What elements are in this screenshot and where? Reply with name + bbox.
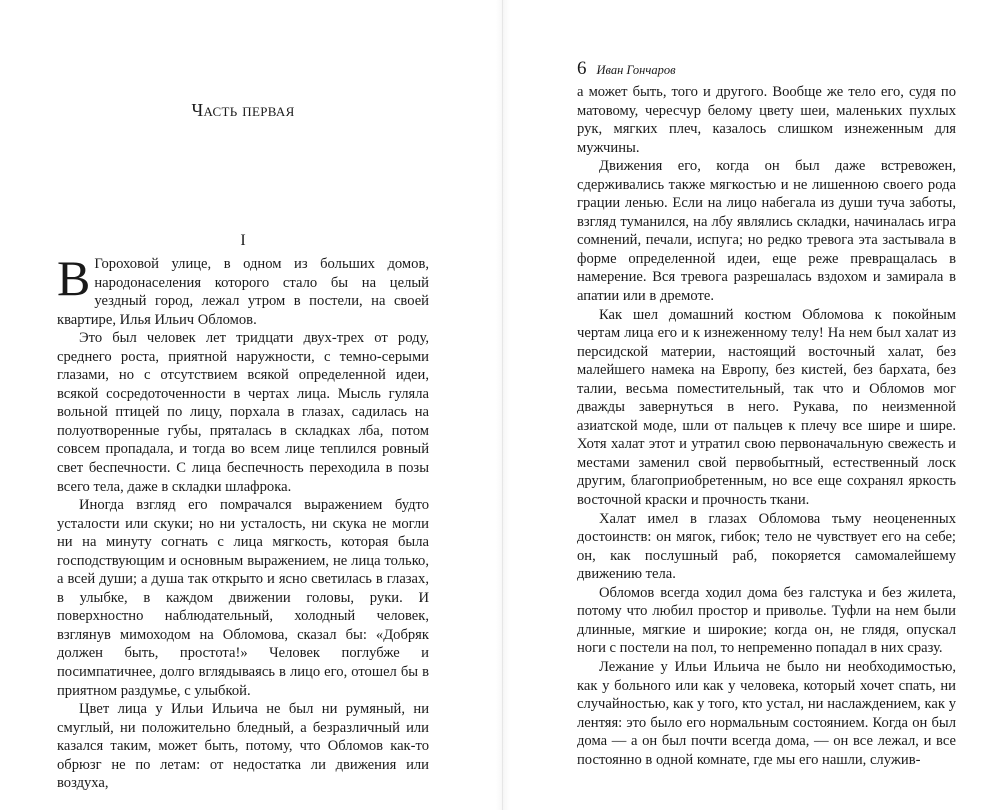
book-gutter [502, 0, 503, 810]
left-page-text [57, 250, 429, 793]
paragraph-text: Гороховой улице, в одном из больших домов, народонаселения которого стало бы на целый уездный город, лежал утром в постели, на своей квартире, Илья Ильич Обломов. [57, 256, 429, 328]
chapter-number: I [240, 232, 246, 249]
paragraph [57, 250, 429, 329]
paragraph: Движения его, когда он был даже встревожен, сдерживались также мягкостью и не лишенною своего рода грации ленью. Если на лицо набегала из души туча заботы, взгляд туманился, на лбу являлись складки, начиналась игра сомнений, печали, испуга; но редко тревога эта застывала в форме определенной идеи, еще реже превращалась в намерение. Вся тревога разрешалась вздохом и замирала в апатии или в дремоте. [577, 158, 956, 305]
paragraph: Обломов всегда ходил дома без галстука и без жилета, потому что любил простор и приволье. Туфли на нем были длинные, мягкие и широкие; когда он, не глядя, опускал ноги с постели на пол, то непременно попадал в них сразу. [577, 584, 956, 657]
paragraph: а может быть, того и другого. Вообще же тело его, судя по матовому, чересчур белому цвету шеи, маленьких пухлых рук, мягких плеч, казалось слишком изнеженным для мужчины. [577, 84, 956, 156]
running-head-author: Иван Гончаров [596, 63, 676, 77]
paragraph: Лежание у Ильи Ильича не было ни необходимостью, как у больного или как у человека, который хочет спать, ни случайностью, как у того, кто устал, ни наслаждением, как у лентяя: это было его нормальным состоянием. Когда он был дома — а он был почти всегда дома, — он все лежал, и все постоянно в одной комнате, где мы его нашли, служив- [577, 658, 956, 768]
gutter-shadow [496, 0, 510, 810]
paragraph: Как шел домашний костюм Обломова к покойным чертам лица его и к изнеженному телу! На нем был халат из персидской материи, настоящий восточный халат, без малейшего намека на Европу, без кистей, без бархата, без талии, весьма поместительный, так что и Обломов мог дважды завернуться в него. Рукава, по неизменной азиатской моде, шли от пальцев к плечу все шире и шире. Хотя халат этот и утратил свою первоначальную свежесть и местами заменил свой первобытный, естественный лоск другим, благоприобретенным, но все еще сохранял яркость восточной краски и прочность ткани. [577, 306, 956, 509]
drop-cap: В [57, 250, 91, 306]
running-head [577, 58, 676, 80]
paragraph: Иногда взгляд его помрачался выражением будто усталости или скуки; но ни усталость, ни скука не могли ни на минуту согнать с лица мягкость, которая была господствующим и основным выражением, не лица только, а всей души; а душа так открыто и ясно светилась в глазах, в улыбке, в каждом движении головы, руки. И поверхностно наблюдательный, холодный человек, взглянув мимоходом на Обломова, сказал бы: «Добряк должен быть, простота!» Человек поглубже и посимпатичнее, долго вглядываясь в лицо его, отошел бы в приятном раздумье, с улыбкой. [57, 497, 429, 699]
part-title-text: Часть первая [191, 100, 295, 120]
right-page-text [577, 83, 956, 769]
paragraph: Цвет лица у Ильи Ильича не был ни румяный, ни смуглый, ни положительно бледный, а безразличный или казался таким, может быть, потому, что Обломов как-то обрюзг не по летам: от недостатка ли движения или воздуха, [57, 701, 429, 792]
page-number: 6 [577, 58, 587, 79]
paragraph: Это был человек лет тридцати двух-трех от роду, среднего роста, приятной наружности, с темно-серыми глазами, но с отсутствием всякой определенной идеи, всякой сосредоточенности в чертах лица. Мысль гуляла вольной птицей по лицу, порхала в глазах, садилась на полуотворенные губы, пряталась в складках лба, потом совсем пропадала, и тогда во всем лице теплился ровный свет беспечности. С лица беспечность переходила в позы всего тела, даже в складки шлафрока. [57, 330, 429, 495]
part-title [57, 100, 429, 121]
paragraph: Халат имел в глазах Обломова тьму неоцененных достоинств: он мягок, гибок; тело не чувствует его на себе; он, как послушный раб, покоряется самомалейшему движению тела. [577, 510, 956, 583]
